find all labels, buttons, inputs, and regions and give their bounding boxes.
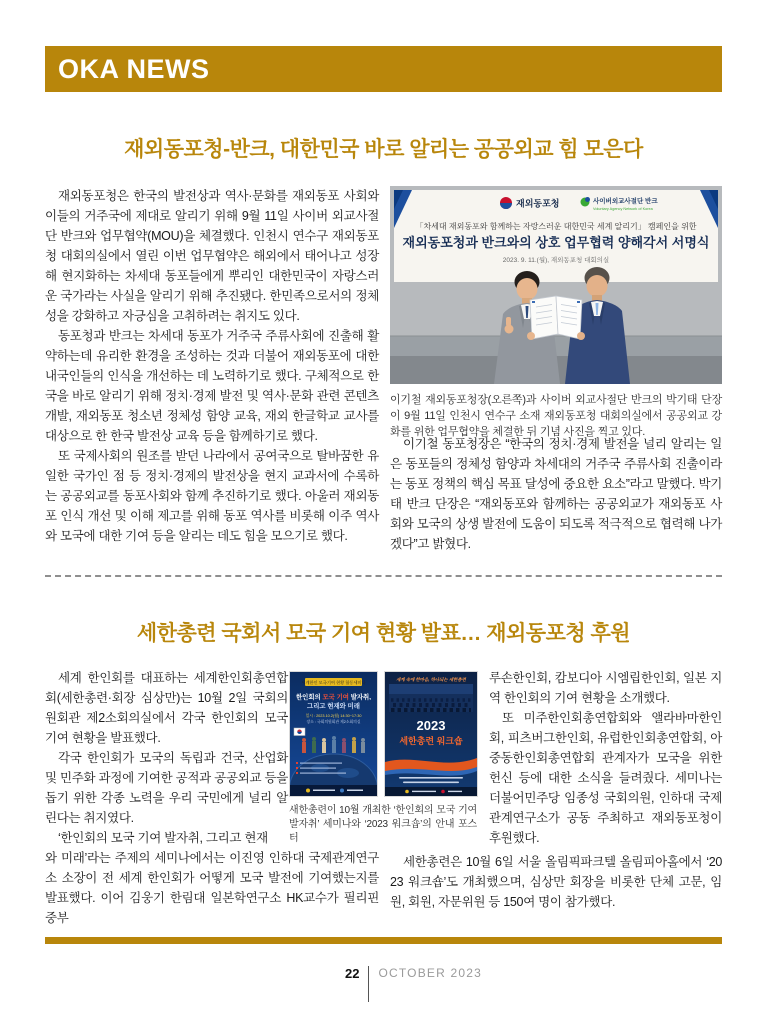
poster2-title: 세한총련 워크숍 — [399, 736, 463, 746]
poster2-tagline: 세계 속에 한마음, 하나되는 세한총련 — [396, 677, 466, 682]
banner-date-line: 2023. 9. 11.(월), 재외동포청 대회의실 — [502, 257, 610, 264]
article2-paragraph: 각국 한인회가 모국의 독립과 건국, 산업화 및 민주화 과정에 기여한 공적과 공공외교 등을 돕기 위한 각종 노력을 우리 국민에게 널리 알린다는 취지였다. — [45, 751, 288, 825]
poster-images — [289, 671, 478, 797]
poster1-info2: 장소 : 국회의원회관 제2소회의실 — [306, 720, 361, 724]
poster2-crowd-photo — [389, 684, 473, 712]
poster1-info1: 일시 : 2023.10.2(월) 14:30~17:30 — [305, 714, 362, 718]
poster-workshop — [384, 671, 478, 797]
article2-title: 세한총련 국회서 모국 기여 현황 발표… 재외동포청 후원 — [136, 622, 631, 645]
oka-logo — [500, 197, 559, 209]
article2-paragraph: 또 미주한인회총연합회와 앨라바마한인회, 피츠버그한인회, 유럽한인회총연합회, 아중동한인회총연합회 관계자가 모국을 위한 헌신 등에 대한 소식을 들려줬다. 세미나는 더불어민주당 임종성 국회의원, 인하대 국제관계연구소가 공동 주최하고 재외동포청이 후원했다. — [489, 711, 722, 845]
poster-seminar — [289, 671, 378, 797]
article1-paragraph: 또 국제사회의 원조를 받던 나라에서 공여국으로 탈바꿈한 유일한 국가인 점 등 정치·경제의 발전상을 현지 교과서에 수록하는 공공외교를 동포사회와 함께 추진하기로 했다. 아울러 재외동포 인식 개선 및 이해 제고를 위해 동포 역사를 비롯해 이주 역사와 모국에 대한 기여 등을 알리는 데도 힘을 모으기로 했다. — [45, 449, 379, 543]
article1-right-column — [390, 434, 722, 554]
article1-paragraph: 재외동포청은 한국의 발전상과 역사·문화를 재외동포 사회와 이들의 거주국에 제대로 알리기 위해 9월 11일 사이버 외교사절단 반크와 업무협약(MOU)을 체결했다. 인천시 연수구 재외동포청 대회의실에서 열린 이번 업무협약은 해외에서 태어나고 성장해 현지화하는 차세대 동포들에게 뿌리인 대한민국이 자랑스러운 국가라는 사실을 알리기 위해 추진됐다. 한민족으로서의 정체성을 강화하고 자긍심을 고취하려는 취지도 있다. — [45, 189, 379, 323]
poster2-year: 2023 — [416, 718, 446, 733]
photo-caption: 이기철 재외동포청장(오른쪽)과 사이버 외교사절단 반크의 박기태 단장이 9월 11일 인천시 연수구 소재 재외동포청 대회의실에서 공공외교 강화를 위한 업무협약을 체결한 뒤 기념 사진을 찍고 있다. — [390, 394, 722, 438]
korean-flag-icon — [294, 728, 305, 736]
section-title: OKA NEWS — [58, 53, 210, 84]
poster1-title-line1: 한인회의 모국 기여 발자취, — [295, 694, 372, 701]
poster1-title-line2: 그리고 현재와 미래 — [307, 703, 360, 710]
section-header-bar — [45, 46, 722, 92]
mou-folder — [527, 296, 585, 340]
article2-paragraph: 와 미래’라는 주제의 세미나에서는 이진영 인하대 국제관계연구소 소장이 전 세계 한인회가 어떻게 모국 발전에 기여했는지를 발표했다. 이어 김웅기 한림대 일본학연구소 HK교수가 필리핀 중부 — [45, 851, 379, 925]
article1-paragraph: 동포청과 반크는 차세대 동포가 거주국 주류사회에 진출해 활약하는데 유리한 환경을 조성하는 것과 더불어 재외동포에 대한 내국인들의 인식을 개선하는 데 노력하기로 했다. 구체적으로 한국을 바로 알리기 위해 정치·경제 발전 및 역사·문화 관련 콘텐츠 개발, 재외동포 청소년 정체성 함양 교육, 재외 한글학교 교사를 대상으로 한 한국 발전상 교육 등을 함께하기로 했다. — [45, 329, 379, 443]
article2-paragraph: 루손한인회, 캄보디아 시엠립한인회, 일본 지역 한인회의 기여 현황을 소개했다. — [489, 671, 722, 705]
poster-caption: 새한총련이 10월 개최한 ‘한인회의 모국 기여 발자취’ 세미나와 ‘2023 워크숍’의 안내 포스터 — [289, 805, 477, 844]
oka-logo-text: 재외동포청 — [516, 198, 560, 209]
article2-paragraph: ‘한인회의 모국 기여 발자취, 그리고 현재 — [58, 831, 268, 845]
article2-right-continued — [390, 852, 722, 912]
page-number: 22 — [345, 966, 360, 981]
mou-photo-illustration — [390, 186, 722, 384]
poster-tag-text: 세계한인 모국기여 현황 합동세미나 — [301, 680, 366, 685]
vank-logo-subtext: Voluntary Agency Network of Korea — [593, 207, 653, 211]
vank-logo-text: 사이버외교사절단 반크 — [593, 198, 658, 205]
vank-logo — [581, 196, 659, 211]
article2-left-continued — [45, 848, 379, 928]
bottom-accent-bar — [45, 937, 722, 944]
article2-paragraph: 세계 한인회를 대표하는 세계한인회총연합회(세한총련·회장 심상만)는 10월 2일 국회의원회관 제2소회의실에서 각국 한인회의 모국 기여 현황을 발표했다. — [45, 671, 288, 745]
issue-label: OCTOBER 2023 — [378, 966, 483, 980]
article1-paragraph: 이기철 동포청장은 “한국의 정치·경제 발전을 널리 알리는 일은 동포들의 정체성 함양과 차세대의 거주국 주류사회 진출이라는 동포 정책의 핵심 목표 달성에 중요한 요소”라고 말했다. 박기태 반크 단장은 “재외동포와 함께하는 공공외교가 재외동포 사회와 모국의 상생 발전에 도움이 되도록 적극적으로 협력해 나가겠다”고 밝혔다. — [390, 437, 722, 551]
banner-campaign-line: 「차세대 재외동포와 함께하는 자랑스러운 대한민국 세계 알리기」 캠페인을 위한 — [415, 222, 697, 231]
article1-left-column — [45, 186, 379, 546]
page-footer — [345, 966, 482, 1002]
article2-left-column — [45, 668, 288, 848]
footer-divider — [368, 966, 369, 1002]
article2-paragraph: 세한총련은 10월 6일 서울 올림픽파크텔 올림피아홀에서 ‘2023 워크숍’도 개최했으며, 심상만 회장을 비롯한 단체 고문, 임원, 회원, 자문위원 등 150여 명이 참가했다. — [390, 855, 722, 909]
article2-right-column — [489, 668, 722, 848]
article1-title: 재외동포청-반크, 대한민국 바로 알리는 공공외교 힘 모은다 — [124, 138, 643, 161]
banner-main-line: 재외동포청과 반크와의 상호 업무협력 양해각서 서명식 — [402, 235, 710, 250]
dashed-divider — [45, 575, 722, 577]
mou-signing-photo — [390, 186, 722, 384]
